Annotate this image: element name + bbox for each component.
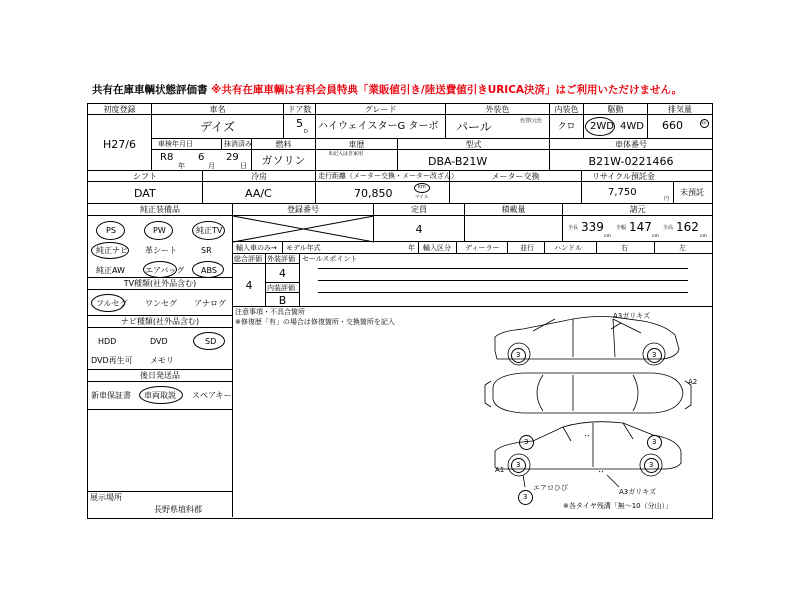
label-capacity: 定員 xyxy=(374,204,465,216)
later-warranty: 新車保証書 xyxy=(91,391,131,400)
notes-subtitle: ※修復歴「有」の場合は修復箇所・交換箇所を記入 xyxy=(235,318,395,326)
display-cell xyxy=(88,492,233,517)
equip-leather: 革シート xyxy=(145,246,177,255)
label-grade: グレード xyxy=(316,104,446,115)
left-blank-cell xyxy=(88,410,233,492)
later-cell xyxy=(88,382,233,410)
meter-cell xyxy=(450,182,582,204)
later-manual: 車両取説 xyxy=(144,391,176,400)
label-meter: メーター交換 xyxy=(450,171,582,182)
label-load: 積載量 xyxy=(465,204,563,216)
exterior-value: 4 xyxy=(279,267,286,280)
label-later: 後日発送品 xyxy=(88,370,233,382)
equip-pw: PW xyxy=(153,226,166,235)
chassis-value: B21W-0221466 xyxy=(588,155,674,168)
car-diagram xyxy=(233,307,712,517)
navi-sd: SD xyxy=(205,337,217,346)
document-title: 共有在庫車輌状態評価書 xyxy=(92,84,208,96)
tv-cell xyxy=(88,290,233,316)
car-top-view xyxy=(493,373,683,413)
sales-point-label: セールスポイント xyxy=(302,255,358,263)
label-fuel: 燃料 xyxy=(252,139,316,150)
label-displacement: 排気量 xyxy=(648,104,712,115)
label-inspection: 車検年月日 xyxy=(152,139,222,150)
label-equip: 純正装備品 xyxy=(88,204,233,216)
label-model: 型式 xyxy=(398,139,550,150)
label-tv: TV種類(社外品含む) xyxy=(88,278,233,290)
recycle-cell: 7,750 円 xyxy=(582,182,674,204)
overall-cell xyxy=(233,264,266,307)
right-cell: 右 xyxy=(597,242,655,254)
navi-cell xyxy=(88,328,233,370)
model-cell xyxy=(398,150,550,171)
import-only-cell: 輸入車のみ→ xyxy=(233,242,283,254)
drive-2wd-selected-circle xyxy=(585,117,615,136)
height-value: 162 xyxy=(676,220,699,234)
later-sparekey: スペアキー xyxy=(192,391,232,400)
mark-aero: エアロひび xyxy=(533,484,568,492)
recycle-value: 7,750 xyxy=(608,187,637,198)
sales-point-cell xyxy=(300,254,712,307)
dealer-cell: ディーラー xyxy=(457,242,508,254)
mark-a2: A2 xyxy=(688,378,698,386)
doors-value: 5 xyxy=(296,117,303,130)
chassis-cell xyxy=(550,150,712,171)
left-cell: 左 xyxy=(655,242,712,254)
label-int-color: 内装色 xyxy=(550,104,584,115)
label-dims: 諸元 xyxy=(563,204,712,216)
history-cell: 未記入は自家用 xyxy=(316,150,398,171)
width-value: 147 xyxy=(629,220,652,234)
ext-color-cell: パール 色替(元色 xyxy=(446,115,550,139)
import-cat-cell: 輸入区分 xyxy=(419,242,457,254)
tire-note: ※各タイヤ残溝「無～10（分山）」 xyxy=(563,502,673,510)
drive-cell xyxy=(584,115,648,139)
label-reg-no: 登録番号 xyxy=(233,204,374,216)
equip-navi: 純正ナビ xyxy=(96,246,128,255)
label-navi: ナビ種類(社外品含む) xyxy=(88,316,233,328)
doors-cell: 5 D xyxy=(284,115,316,139)
label-ac: 冷房 xyxy=(203,171,316,182)
capacity-value: 4 xyxy=(415,223,423,236)
model-year-cell: モデル年式 年 xyxy=(283,242,419,254)
interior-value: B xyxy=(278,294,287,307)
grade-value: ハイウェイスターG ターボ xyxy=(318,121,439,132)
tv-analog: アナログ xyxy=(194,299,226,308)
reg-no-cross xyxy=(233,216,374,242)
int-color-value: クロ xyxy=(557,122,576,132)
tv-oneseg: ワンセグ xyxy=(145,299,177,308)
inspection-month: 6 xyxy=(198,152,205,163)
label-mileage: 走行距離（メーター交換・メーター改ざん） xyxy=(318,172,458,180)
first-reg-cell xyxy=(88,115,152,171)
load-cell xyxy=(465,216,563,242)
displacement-cell: 660 cc xyxy=(648,115,712,139)
exterior-cell xyxy=(266,264,300,283)
parallel-cell: 並行 xyxy=(508,242,545,254)
navi-dvd-play: DVD再生可 xyxy=(91,356,133,365)
navi-memory: メモリ xyxy=(150,356,174,365)
overall-value: 4 xyxy=(245,279,253,292)
drive-4wd: 4WD xyxy=(620,121,644,132)
ac-value: AA/C xyxy=(245,187,272,200)
equip-sr: SR xyxy=(201,246,212,255)
mileage-cell: 70,850 km マイル xyxy=(316,182,450,204)
equip-aw: 純正AW xyxy=(96,266,125,275)
label-interior: 内装評価 xyxy=(266,283,300,293)
fuel-value: ガソリン xyxy=(261,154,306,167)
label-doors: ドア数 xyxy=(284,104,316,115)
capacity-cell xyxy=(374,216,465,242)
mark-a3-top: A3ガリキズ xyxy=(613,312,651,320)
grade-cell xyxy=(316,115,446,139)
label-exterior: 外装評価 xyxy=(266,254,300,264)
equip-abs: ABS xyxy=(201,266,217,275)
mark-a1: A1 xyxy=(495,466,505,474)
notes-title: 注意事項・不具合箇所 xyxy=(235,308,305,316)
display-label: 展示場所 xyxy=(90,493,122,502)
label-ext-color: 外装色 xyxy=(446,104,550,115)
label-car-name: 車名 xyxy=(152,104,284,115)
display-value: 長野県埴科郡 xyxy=(154,505,202,514)
inspection-era: R8 xyxy=(160,152,174,163)
shift-cell xyxy=(88,182,203,204)
equip-tv: 純正TV xyxy=(196,226,223,235)
handle-cell: ハンドル xyxy=(545,242,597,254)
label-chassis: 車体番号 xyxy=(550,139,712,150)
label-drive: 駆動 xyxy=(584,104,648,115)
label-erased: 抹消済み xyxy=(224,140,252,148)
label-overall: 総合評価 xyxy=(233,254,266,264)
reg-no-cell xyxy=(233,216,374,242)
inspection-day: 29 xyxy=(226,152,239,163)
evaluation-sheet: 初度登録 車名 ドア数 グレード 外装色 内装色 駆動 排気量 H27/6 デイズ 5 D ハイウェイスターG ターボ パール 色替(元色 クロ 2WD 4WD 660 cc 車検年月日 抹消済み 燃料 車歴 型式 車体番号 R8 6 29 年 月 日 ガソリン 未記入は自家用 DBA-B21W B21W-0221466 シフト 冷房 走行距離（メーター交換・メーター改ざん） メーター交換 リサイクル預託金 DAT AA/C 70,850 km マイル 7,750 円 未預託 純正装備品 PS PW 純正TV 純正ナビ 革シート SR 純正AW エアバッグ ABS TV種類(社外品含む) フルセグ ワンセグ アナログ ナビ種類(社外品含む) HDD DVD SD DVD再生可 メモリ 後日発送品 新車保証書 車両取説 スペアキー 展示場所 長野県埴科郡 登録番号 定員 積載量 諸元 4 全長 339 cm 全幅 147 cm 全高 162 cm 輸入車のみ→ モデル年式 年 輸入区分 ディーラー 並行 ハンドル 右 左 総合評価 4 外装評価 4 内装評価 B セールスポイント 注意事項・不具合箇所 ※修復歴「有」の場合は修復箇所・交換箇所を記入 ※各タイヤ残溝「無～10（分山）」 3 3 A3ガリキズ A2 A1 エアロひび A3ガリキズ 3 3 3 3 3 xyxy=(87,103,713,519)
mileage-value: 70,850 xyxy=(354,187,393,200)
equip-airbag: エアバッグ xyxy=(145,266,185,275)
equip-ps: PS xyxy=(106,226,116,235)
model-value: DBA-B21W xyxy=(428,155,488,168)
notice-text: ※共有在庫車輌は有料会員特典「業販値引き/陸送費値引きURICA決済」はご利用いただけません。 xyxy=(211,84,683,96)
label-first-reg: 初度登録 xyxy=(88,104,152,115)
int-color-cell xyxy=(550,115,584,139)
tv-fullseg: フルセグ xyxy=(96,299,128,308)
interior-cell xyxy=(266,293,300,307)
fuel-cell xyxy=(252,150,316,171)
notes-area: 注意事項・不具合箇所 ※修復歴「有」の場合は修復箇所・交換箇所を記入 ※各タイヤ残溝「無～10（分山）」 3 3 A3ガリキズ A2 A1 エアロひび A3ガリキズ xyxy=(233,307,712,517)
label-recycle: リサイクル預託金 xyxy=(582,171,712,182)
equip-cell xyxy=(88,216,233,278)
page-title xyxy=(92,82,682,97)
ac-cell xyxy=(203,182,316,204)
first-reg-value: H27/6 xyxy=(103,138,136,151)
navi-hdd: HDD xyxy=(98,337,117,346)
length-value: 339 xyxy=(581,220,604,234)
displacement-value: 660 xyxy=(662,119,683,132)
label-shift: シフト xyxy=(88,171,203,182)
undeposited-cell: 未預託 xyxy=(674,182,712,204)
label-history: 車歴 xyxy=(316,139,398,150)
dims-cell: 全長 339 cm 全幅 147 cm 全高 162 cm xyxy=(563,216,712,242)
ext-color-value: パール xyxy=(456,120,492,134)
drive-2wd: 2WD xyxy=(590,121,614,132)
car-name-cell xyxy=(152,115,284,139)
inspection-cell: R8 6 29 年 月 日 xyxy=(152,150,252,171)
mark-a3-bottom: A3ガリキズ xyxy=(619,488,657,496)
navi-dvd: DVD xyxy=(150,337,168,346)
car-name-value: デイズ xyxy=(199,120,236,134)
shift-value: DAT xyxy=(134,187,156,200)
